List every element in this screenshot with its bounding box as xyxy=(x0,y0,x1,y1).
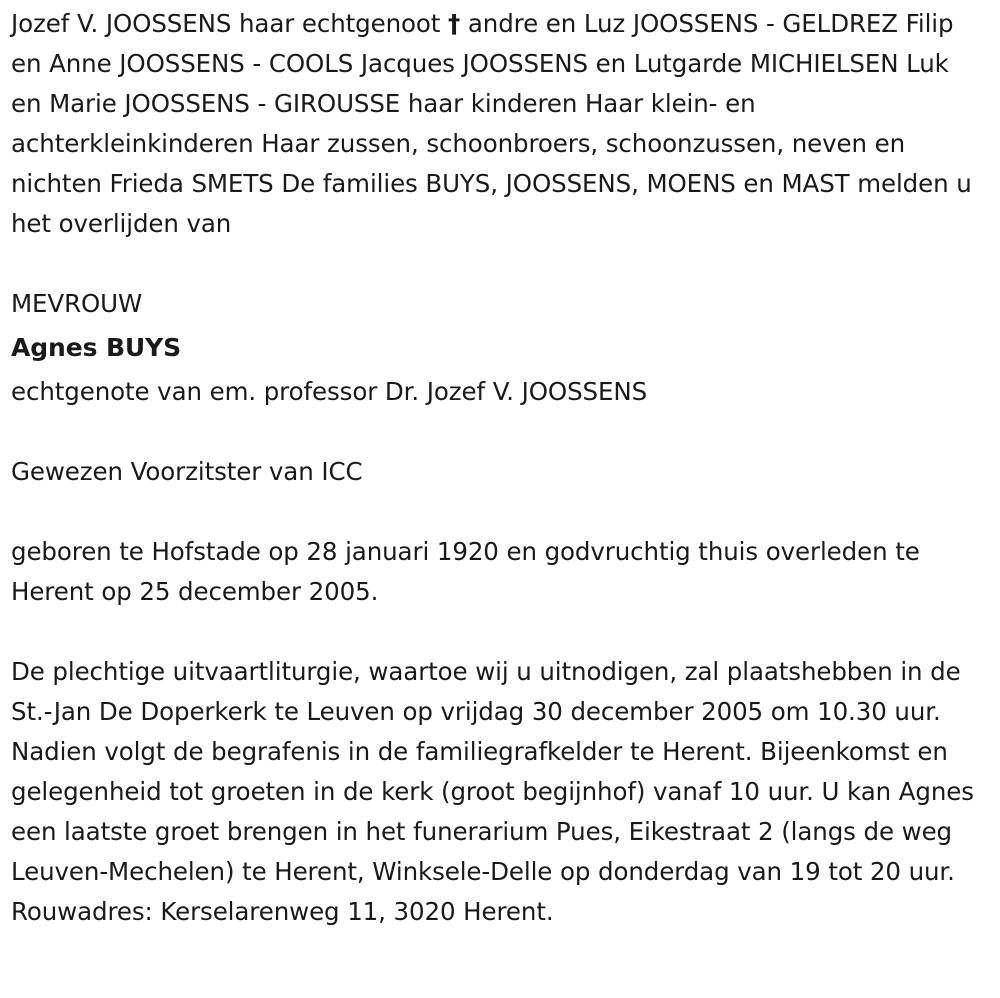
family-text-part1: Jozef V. JOOSSENS haar echtgenoot xyxy=(11,9,449,38)
spacer xyxy=(11,412,1000,452)
spacer xyxy=(11,492,1000,532)
spacer xyxy=(11,612,1000,652)
deceased-name: Agnes BUYS xyxy=(11,333,182,362)
role-line: Gewezen Voorzitster van ICC xyxy=(11,457,363,486)
salutation: MEVROUW xyxy=(11,289,143,318)
birth-death-paragraph: geboren te Hofstade op 28 januari 1920 en godvruchtig thuis overleden te Herent op 25 december 2005. xyxy=(11,537,920,606)
spacer xyxy=(11,244,1000,284)
spouse-line: echtgenote van em. professor Dr. Jozef V. JOOSSENS xyxy=(11,377,648,406)
funeral-details-paragraph: De plechtige uitvaartliturgie, waartoe wij u uitnodigen, zal plaatshebben in de St.-Jan De Doperkerk te Leuven op vrijdag 30 december 2005 om 10.30 uur. Nadien volgt de begrafenis in de familiegrafkelder te Herent. Bijeenkomst en gelegenheid tot groeten in de kerk (groot begijnhof) vanaf 10 uur. U kan Agnes een laatste groet brengen in het funerarium Pues, Eikestraat 2 (langs de weg Leuven-Mechelen) te Herent, Winksele-Delle op donderdag van 19 tot 20 uur. Rouwadres: Kerselarenweg 11, 3020 Herent. xyxy=(11,657,974,926)
family-text-part2: andre en Luz JOOSSENS - GELDREZ Filip en Anne JOOSSENS - COOLS Jacques JOOSSENS en Lutgarde MICHIELSEN Luk en Marie JOOSSENS - GIROUSSE haar kinderen Haar klein- en achterkleinkinderen Haar zussen, schoonbroers, schoonzussen, neven en nichten Frieda SMETS De families BUYS, JOOSSENS, MOENS en MAST melden u het overlijden van xyxy=(11,9,972,238)
cross-icon: † xyxy=(448,9,461,38)
family-announcement xyxy=(11,4,986,244)
